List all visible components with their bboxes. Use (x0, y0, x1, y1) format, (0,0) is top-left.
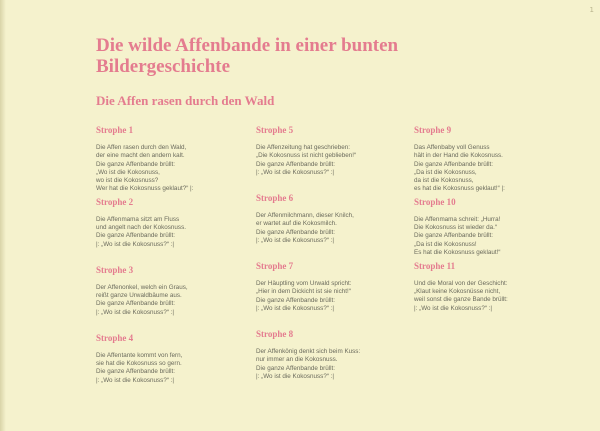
lyric-line: Der Affenmilchmann, dieser Knilch, (256, 212, 354, 219)
lyric-line: Die ganze Affenbande brüllt: (96, 160, 176, 168)
lyric-line: |: „Wo ist die Kokosnuss?“ :| (256, 236, 335, 244)
lyric-line: |: „Wo ist die Kokosnuss?“ :| (96, 240, 175, 248)
page-title: Die wilde Affenbande in einer bunten Bildergeschichte (96, 35, 399, 77)
lyric-line: Wer hat die Kokosnuss geklaut?“ |: (96, 185, 194, 193)
lyric-line: Die Kokosnuss ist wieder da.“ (414, 224, 497, 232)
lyric-line: reißt ganze Urwaldbäume aus. (96, 292, 182, 300)
lyric-line: Die ganze Affenbande brüllt: (96, 368, 176, 376)
lyric-line: hält in der Hand die Kokosnuss. (414, 152, 503, 160)
stanza-lines (256, 280, 406, 322)
lyric-line: Die Affen rasen durch den Wald, (96, 144, 187, 151)
stanza-lines (96, 284, 246, 326)
stanza-heading: Strophe 2 (96, 196, 134, 207)
lyric-line: er wartet auf die Kokosmilch. (256, 220, 337, 228)
lyric-line: sie hat die Kokosnuss so gern. (96, 360, 182, 368)
lyric-line: |: „Wo ist die Kokosnuss?“ :| (256, 304, 335, 312)
lyric-line: Die ganze Affenbande brüllt: (414, 232, 494, 240)
stanza-lines (256, 212, 406, 254)
stanza-heading: Strophe 4 (96, 332, 134, 343)
lyric-line: Die ganze Affenbande brüllt: (256, 160, 336, 168)
lyric-line: „Wo ist die Kokosnuss, (96, 168, 160, 176)
lyric-line: |: „Wo ist die Kokosnuss?“ :| (256, 168, 335, 176)
lyric-line: wo ist die Kokosnuss? (96, 177, 159, 185)
lyric-line: Die ganze Affenbande brüllt: (256, 296, 336, 304)
lyric-line: |: „Wo ist die Kokosnuss?“ :| (96, 308, 175, 316)
stanza (256, 262, 406, 330)
lyric-line: „Da ist die Kokosnuss! (414, 240, 477, 248)
stanza-lines (414, 144, 564, 194)
lyric-line: Die ganze Affenbande brüllt: (96, 232, 176, 240)
stanza-lines (96, 144, 246, 194)
lyric-line: da ist die Kokosnuss, (414, 177, 474, 185)
lyric-line: Die Affentante kommt von fern, (96, 351, 183, 359)
lyric-line: Der Häuptling vom Urwald spricht: (256, 280, 352, 287)
lyric-line: Und die Moral von der Geschicht: (414, 279, 508, 287)
song-title: Die Affen rasen durch den Wald (96, 93, 275, 108)
stanza-heading: Strophe 3 (96, 264, 134, 275)
lyric-line: weil sonst die ganze Bande brüllt: (414, 296, 508, 304)
lyric-line: Der Affenkönig denkt sich beim Kuss: (256, 348, 361, 355)
lyric-line: Die Affenzeitung hat geschrieben: (256, 144, 351, 151)
stanza-heading: Strophe 5 (256, 125, 294, 135)
lyric-line: Die ganze Affenbande brüllt: (256, 364, 336, 372)
stanza (414, 262, 564, 330)
lyric-line: „Hier in dem Dickicht ist sie nicht!“ (256, 288, 351, 296)
lyric-line: Die ganze Affenbande brüllt: (96, 300, 176, 308)
stanza (256, 194, 406, 262)
stanza-column-1 (96, 126, 246, 402)
page-edge-shadow (0, 0, 6, 431)
lyric-line: Das Affenbaby voll Genuss (414, 144, 490, 151)
stanza (96, 334, 246, 402)
lyric-line: nur immer an die Kokosnuss. (256, 356, 338, 364)
stanza-lines (256, 144, 406, 186)
lyric-line: |: „Wo ist die Kokosnuss?“ :| (96, 376, 175, 384)
corner-mark: 1 (589, 6, 594, 14)
lyric-line: |: „Wo ist die Kokosnuss?“ :| (414, 304, 493, 312)
stanza-column-2 (256, 126, 406, 398)
lyric-line: Der Affenonkel, welch ein Graus, (96, 283, 188, 291)
stanza-lines (256, 348, 406, 390)
lyric-line: „Da ist die Kokosnuss, (414, 168, 477, 176)
stanza (256, 330, 406, 398)
stanza-lines (414, 216, 564, 258)
stanza-heading: Strophe 10 (414, 196, 456, 207)
stanza-lines (414, 280, 564, 322)
stanza (414, 198, 564, 262)
stanza (96, 126, 246, 198)
stanza-heading: Strophe 9 (414, 125, 452, 135)
lyric-line: Die ganze Affenbande brüllt: (256, 228, 336, 236)
lyric-line: Die Affenmama schreit: „Hurra! (414, 215, 501, 223)
lyric-line: der eine macht den andern kalt. (96, 152, 185, 160)
stanza-heading: Strophe 8 (256, 329, 294, 339)
lyric-line: „Klaut keine Kokosnüsse nicht, (414, 288, 501, 296)
stanza (256, 126, 406, 194)
stanza-heading: Strophe 11 (414, 260, 456, 271)
stanza (96, 266, 246, 334)
lyric-line: Es hat die Kokosnuss geklaut!“ (414, 248, 501, 256)
stanza-lines (96, 216, 246, 258)
lyric-line: und angelt nach der Kokosnuss. (96, 224, 186, 232)
lyric-line: „Die Kokosnuss ist nicht geblieben!“ (256, 152, 357, 160)
stanza-heading: Strophe 7 (256, 261, 294, 271)
stanza-heading: Strophe 6 (256, 193, 294, 203)
stanza (96, 198, 246, 266)
stanza-lines (96, 352, 246, 394)
stanza-column-3 (414, 126, 564, 330)
lyric-line: |: „Wo ist die Kokosnuss?“ :| (256, 372, 335, 380)
lyric-line: Die ganze Affenbande brüllt: (414, 160, 494, 168)
lyric-line: Die Affenmama sitzt am Fluss (96, 215, 180, 223)
stanza-heading: Strophe 1 (96, 125, 134, 135)
lyric-line: es hat die Kokosnuss geklaut!“ |: (414, 185, 505, 193)
stanza (414, 126, 564, 198)
